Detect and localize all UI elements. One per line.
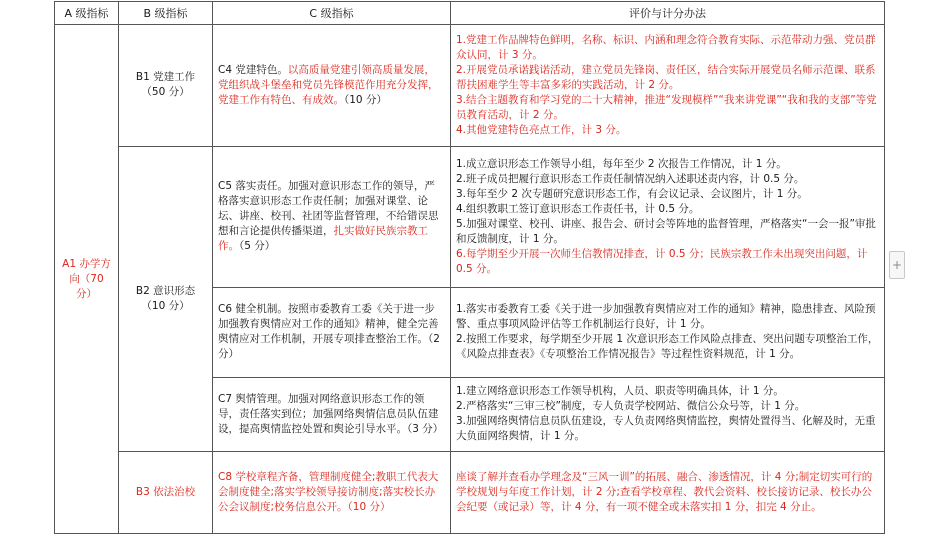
row-c4 xyxy=(55,25,885,147)
a1-indicator-label: A1 办学方向（70 分） xyxy=(62,257,111,300)
plus-icon: + xyxy=(891,258,903,272)
d5-line-1: 1.成立意识形态工作领导小组，每年至少 2 次报告工作情况，计 1 分。 xyxy=(456,157,787,170)
d7-line-2: 2.严格落实“三审三校”制度，专人负责学校网站、微信公众号等，计 1 分。 xyxy=(456,400,806,413)
d4-line-4: 4.其他党建特色亮点工作，计 3 分。 xyxy=(456,123,627,136)
header-evaluation: 评价与计分办法 xyxy=(451,2,885,25)
b3-indicator-cell xyxy=(119,452,213,534)
d5-line-4: 4.组织教职工签订意识形态工作责任书，计 0.5 分。 xyxy=(456,202,700,215)
add-column-handle[interactable] xyxy=(889,251,905,279)
d5-cell xyxy=(451,146,885,287)
c6-text: C6 健全机制。按照市委教育工委《关于进一步加强教育舆情应对工作的通知》精神，健全完善舆情应对工作机制，开展专项排查整治工作。（2 分） xyxy=(218,303,440,361)
d7-line-3: 3.加强网络舆情信息员队伍建设，专人负责网络舆情监控，舆情处置得当、化解及时，无重大负面网络舆情，计 1 分。 xyxy=(456,415,876,443)
b2-indicator-cell xyxy=(119,146,213,452)
c5-cell xyxy=(213,146,451,287)
c4-score: （10 分） xyxy=(344,93,387,106)
d4-cell xyxy=(451,25,885,147)
c5-text: C5 落实责任。加强对意识形态工作的领导，严格落实意识形态工作责任制；加强对课堂、论坛、讲座、校刊、社团等监督管理，不给错误思想和言论提供传播渠道， xyxy=(218,180,439,238)
d7-cell xyxy=(451,377,885,452)
c6-cell xyxy=(213,287,451,377)
row-c8 xyxy=(55,452,885,534)
header-b-level: B 级指标 xyxy=(119,2,213,25)
d8-text: 座谈了解并查看办学理念及“三风一训”的拓展、融合、渗透情况，计 4 分;制定切实可行的学校规划与年度工作计划，计 2 分;查看学校章程、教代会资料、校长接访记录、校长办公会纪要（或记录）等，计 4 分，有一项不健全或未落实扣 1 分，扣完 4 分止。 xyxy=(456,471,873,514)
b1-label: B1 党建工作 xyxy=(135,71,196,84)
d5-line-6: 6.每学期至少开展一次师生信教情况排查，计 0.5 分；民族宗教工作未出现突出问题，计 0.5 分。 xyxy=(456,247,868,275)
b1-indicator-cell xyxy=(119,25,213,147)
c5-score: （5 分） xyxy=(239,240,276,253)
b1-score: （50 分） xyxy=(141,86,190,99)
b2-score: （10 分） xyxy=(141,299,190,312)
d7-line-1: 1.建立网络意识形态工作领导机构，人员、职责等明确具体，计 1 分。 xyxy=(456,385,784,398)
d4-line-1: 1.党建工作品牌特色鲜明，名称、标识、内涵和理念符合教育实际、示范带动力强、党员群众认同，计 3 分。 xyxy=(456,33,876,61)
a1-indicator-cell xyxy=(55,25,119,534)
c5-red-text: 扎实做好民族宗教工作。 xyxy=(218,225,428,253)
d8-cell xyxy=(451,452,885,534)
c7-cell xyxy=(213,377,451,452)
d5-line-3: 3.每年至少 2 次专题研究意识形态工作，有会议记录、会议图片，计 1 分。 xyxy=(456,187,808,200)
header-c-level: C 级指标 xyxy=(213,2,451,25)
row-c5 xyxy=(55,146,885,287)
d6-line-1: 1.落实市委教育工委《关于进一步加强教育舆情应对工作的通知》精神，隐患排查、风险预警、重点事项风险评估等工作机制运行良好，计 1 分。 xyxy=(456,303,876,331)
evaluation-table xyxy=(54,1,885,534)
d6-line-2: 2.按照工作要求，每学期至少开展 1 次意识形态工作风险点排查、突出问题专项整治工作，《风险点排查表》《专项整治工作情况报告》等过程性资料规范，计 1 分。 xyxy=(456,333,879,361)
d5-line-2: 2.班子成员把履行意识形态工作责任制情况纳入述职述责内容，计 0.5 分。 xyxy=(456,172,805,185)
c7-text: C7 舆情管理。加强对网络意识形态工作的领导，责任落实到位；加强网络舆情信息员队伍建设，提高舆情监控处置和舆论引导水平。（3 分） xyxy=(218,392,444,435)
b2-label: B2 意识形态 xyxy=(135,284,196,297)
d6-cell xyxy=(451,287,885,377)
d5-line-5: 5.加强对课堂、校刊、讲座、报告会、研讨会等阵地的监督管理，严格落实“一会一报”审批和反馈制度，计 1 分。 xyxy=(456,217,876,245)
d4-line-3: 3.结合主题教育和学习党的二十大精神，推进“发现模样”“我来讲党课”“我和我的支部”等党员教育活动，计 2 分。 xyxy=(456,93,877,121)
c4-red-text: 以高质量党建引领高质量发展，党组织战斗堡垒和党员先锋模范作用充分发挥，党建工作有特色、有成效。 xyxy=(218,63,439,106)
header-a-level: A 级指标 xyxy=(55,2,119,25)
c8-cell xyxy=(213,452,451,534)
b3-label: B3 依法治校 xyxy=(135,486,196,499)
c4-cell xyxy=(213,25,451,147)
c4-lead: C4 党建特色。 xyxy=(218,63,288,76)
d4-line-2: 2.开展党员承诺践诺活动，建立党员先锋岗、责任区，结合实际开展党员名师示范课、联系帮扶困难学生等丰富多彩的实践活动，计 2 分。 xyxy=(456,63,876,91)
c8-text: C8 学校章程齐备，管理制度健全;教职工代表大会制度健全;落实学校领导接访制度;落实校长办公会议制度;校务信息公开。（10 分） xyxy=(218,471,439,514)
header-row xyxy=(55,2,885,25)
